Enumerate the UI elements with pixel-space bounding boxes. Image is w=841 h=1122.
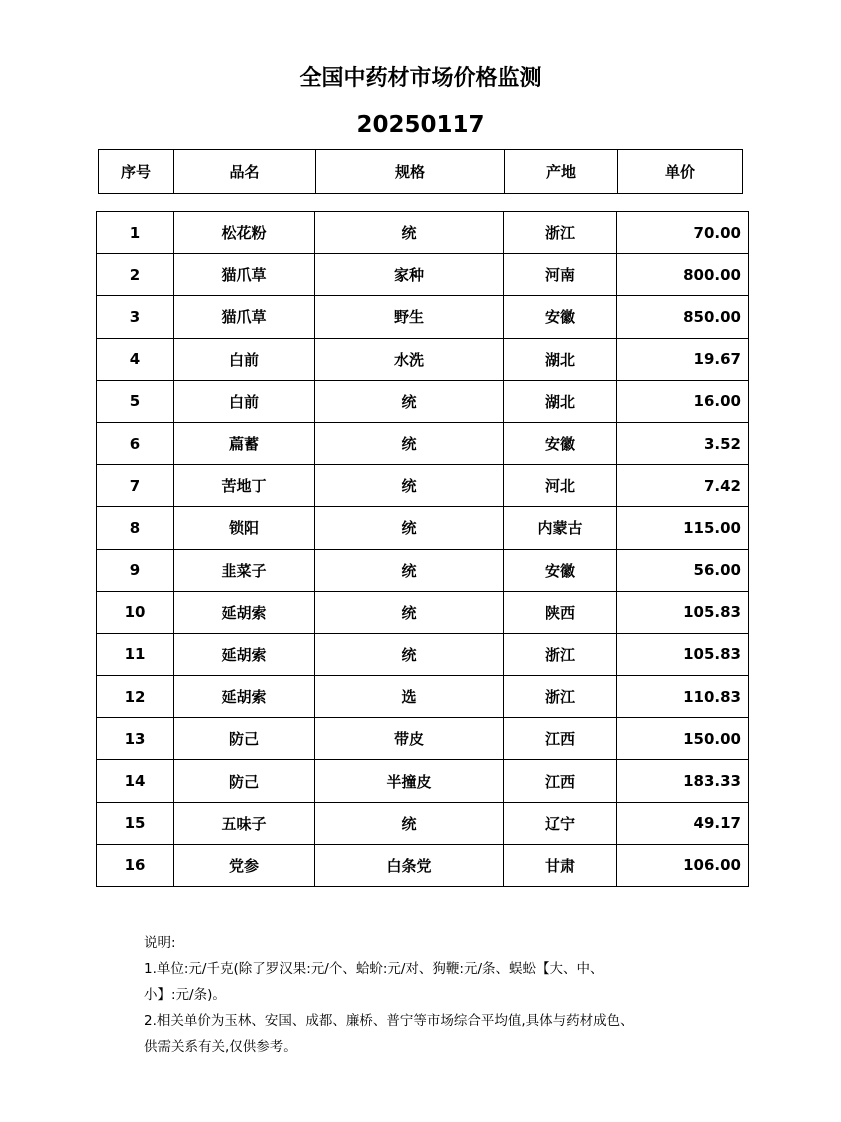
cell-spec: 水洗 <box>315 338 504 380</box>
cell-name: 防己 <box>174 760 315 802</box>
table-row <box>97 633 749 675</box>
cell-origin: 陕西 <box>504 591 617 633</box>
cell-spec: 半撞皮 <box>315 760 504 802</box>
page-title: 全国中药材市场价格监测 <box>299 66 542 91</box>
table-row <box>97 422 749 464</box>
cell-price: 105.83 <box>617 633 749 675</box>
table-row <box>97 254 749 296</box>
cell-price: 70.00 <box>617 212 749 254</box>
cell-spec: 选 <box>315 676 504 718</box>
cell-no: 6 <box>97 422 174 464</box>
cell-price: 7.42 <box>617 465 749 507</box>
cell-name: 五味子 <box>174 802 315 844</box>
cell-no: 4 <box>97 338 174 380</box>
notes-line: 供需关系有关,仅供参考。 <box>144 1039 297 1055</box>
cell-spec: 家种 <box>315 254 504 296</box>
table-header <box>98 149 743 194</box>
cell-origin: 浙江 <box>504 676 617 718</box>
header-price: 单价 <box>618 150 743 194</box>
cell-price: 49.17 <box>617 802 749 844</box>
cell-spec: 统 <box>315 422 504 464</box>
table-row <box>97 676 749 718</box>
report-date: 20250117 <box>356 112 485 138</box>
cell-origin: 江西 <box>504 760 617 802</box>
cell-no: 7 <box>97 465 174 507</box>
table-row <box>97 802 749 844</box>
cell-price: 16.00 <box>617 380 749 422</box>
cell-name: 延胡索 <box>174 591 315 633</box>
notes-line: 1.单位:元/千克(除了罗汉果:元/个、蛤蚧:元/对、狗鞭:元/条、蜈蚣【大、中、 <box>144 961 604 977</box>
cell-name: 松花粉 <box>174 212 315 254</box>
cell-no: 9 <box>97 549 174 591</box>
cell-no: 10 <box>97 591 174 633</box>
cell-name: 锁阳 <box>174 507 315 549</box>
header-no: 序号 <box>99 150 174 194</box>
cell-price: 800.00 <box>617 254 749 296</box>
cell-spec: 统 <box>315 802 504 844</box>
notes <box>144 930 704 1060</box>
cell-name: 白前 <box>174 380 315 422</box>
cell-name: 党参 <box>174 844 315 886</box>
cell-spec: 野生 <box>315 296 504 338</box>
notes-line: 小】:元/条)。 <box>144 987 226 1003</box>
table-row <box>97 212 749 254</box>
cell-no: 14 <box>97 760 174 802</box>
cell-price: 56.00 <box>617 549 749 591</box>
cell-name: 萹蓄 <box>174 422 315 464</box>
cell-origin: 浙江 <box>504 212 617 254</box>
cell-no: 15 <box>97 802 174 844</box>
table-row <box>97 296 749 338</box>
cell-name: 猫爪草 <box>174 296 315 338</box>
cell-origin: 河南 <box>504 254 617 296</box>
cell-price: 850.00 <box>617 296 749 338</box>
cell-name: 延胡索 <box>174 633 315 675</box>
notes-heading: 说明: <box>144 935 176 951</box>
cell-spec: 统 <box>315 212 504 254</box>
cell-spec: 统 <box>315 465 504 507</box>
notes-line: 2.相关单价为玉林、安国、成都、廉桥、普宁等市场综合平均值,具体与药材成色、 <box>144 1013 634 1029</box>
cell-name: 猫爪草 <box>174 254 315 296</box>
table-row <box>97 718 749 760</box>
cell-no: 1 <box>97 212 174 254</box>
cell-no: 13 <box>97 718 174 760</box>
table-row <box>97 760 749 802</box>
header-spec: 规格 <box>316 150 505 194</box>
cell-spec: 统 <box>315 549 504 591</box>
cell-name: 白前 <box>174 338 315 380</box>
cell-price: 115.00 <box>617 507 749 549</box>
cell-no: 12 <box>97 676 174 718</box>
table-row <box>97 338 749 380</box>
price-table <box>96 211 749 887</box>
cell-no: 5 <box>97 380 174 422</box>
cell-name: 延胡索 <box>174 676 315 718</box>
cell-name: 苦地丁 <box>174 465 315 507</box>
table-row <box>97 380 749 422</box>
cell-spec: 统 <box>315 591 504 633</box>
cell-origin: 湖北 <box>504 380 617 422</box>
cell-origin: 江西 <box>504 718 617 760</box>
table-row <box>97 507 749 549</box>
cell-price: 3.52 <box>617 422 749 464</box>
header-origin: 产地 <box>505 150 618 194</box>
cell-spec: 统 <box>315 633 504 675</box>
cell-spec: 带皮 <box>315 718 504 760</box>
table-row <box>97 465 749 507</box>
cell-no: 16 <box>97 844 174 886</box>
cell-origin: 内蒙古 <box>504 507 617 549</box>
cell-spec: 统 <box>315 380 504 422</box>
table-row <box>97 591 749 633</box>
cell-origin: 辽宁 <box>504 802 617 844</box>
table-row <box>97 549 749 591</box>
cell-origin: 安徽 <box>504 296 617 338</box>
cell-price: 19.67 <box>617 338 749 380</box>
table-row <box>97 844 749 886</box>
cell-origin: 河北 <box>504 465 617 507</box>
cell-no: 11 <box>97 633 174 675</box>
cell-no: 8 <box>97 507 174 549</box>
cell-price: 183.33 <box>617 760 749 802</box>
cell-spec: 统 <box>315 507 504 549</box>
cell-origin: 湖北 <box>504 338 617 380</box>
cell-price: 105.83 <box>617 591 749 633</box>
cell-price: 106.00 <box>617 844 749 886</box>
cell-origin: 安徽 <box>504 549 617 591</box>
cell-no: 2 <box>97 254 174 296</box>
cell-price: 110.83 <box>617 676 749 718</box>
cell-name: 韭菜子 <box>174 549 315 591</box>
cell-no: 3 <box>97 296 174 338</box>
cell-name: 防己 <box>174 718 315 760</box>
cell-price: 150.00 <box>617 718 749 760</box>
cell-origin: 浙江 <box>504 633 617 675</box>
cell-origin: 安徽 <box>504 422 617 464</box>
header-name: 品名 <box>174 150 316 194</box>
cell-spec: 白条党 <box>315 844 504 886</box>
cell-origin: 甘肃 <box>504 844 617 886</box>
